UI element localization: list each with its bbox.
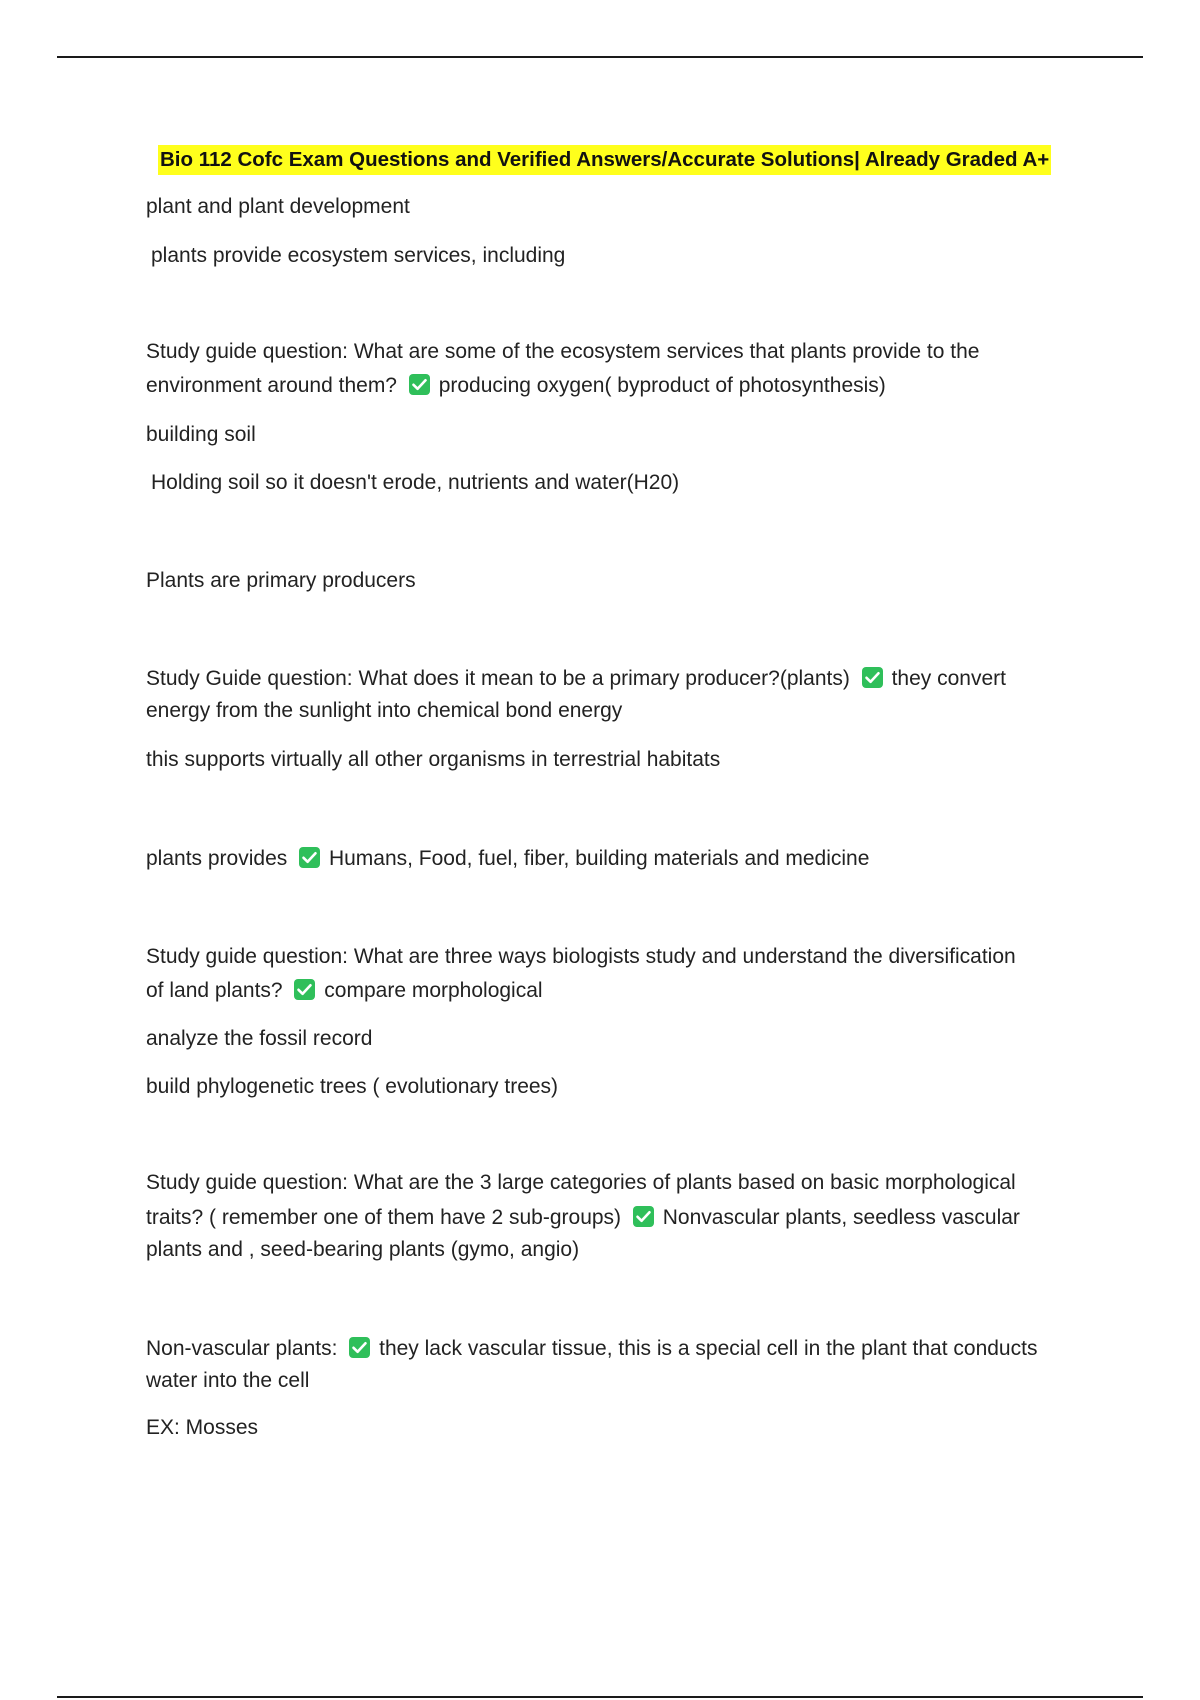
text-line: build phylogenetic trees ( evolutionary trees) [146, 1075, 559, 1098]
check-mark-icon [409, 374, 430, 395]
answer-text: they lack vascular tissue, this is a special cell in the plant that conducts [379, 1337, 1038, 1360]
text-line: this supports virtually all other organisms in terrestrial habitats [146, 748, 721, 771]
question-text: plants provides [146, 847, 288, 870]
question-line [146, 372, 886, 400]
document-title: Bio 112 Cofc Exam Questions and Verified Answers/Accurate Solutions| Already Graded A+ [158, 145, 1051, 175]
question-line: Study guide question: What are three ways biologists study and understand the diversification [146, 945, 1016, 968]
question-line [146, 977, 543, 1005]
answer-text: Nonvascular plants, seedless vascular [662, 1206, 1020, 1229]
check-mark-icon [299, 847, 320, 868]
answer-line: plants and , seed-bearing plants (gymo, angio) [146, 1238, 580, 1261]
question-line [146, 1335, 1037, 1363]
answer-text: compare morphological [324, 979, 543, 1002]
text-line: plant and plant development [146, 195, 410, 218]
footer-rule [57, 1696, 1143, 1698]
question-text: Study Guide question: What does it mean to be a primary producer?(plants) [146, 667, 850, 690]
question-text: Non-vascular plants: [146, 1337, 338, 1360]
question-line: Study guide question: What are some of the ecosystem services that plants provide to the [146, 340, 980, 363]
question-text: of land plants? [146, 979, 283, 1002]
question-line: Study guide question: What are the 3 large categories of plants based on basic morphological [146, 1171, 1016, 1194]
check-mark-icon [349, 1337, 370, 1358]
question-line [146, 1204, 1020, 1232]
text-line: plants provide ecosystem services, including [151, 244, 566, 267]
text-line: analyze the fossil record [146, 1027, 373, 1050]
check-mark-icon [294, 979, 315, 1000]
question-line [146, 845, 869, 873]
text-line: EX: Mosses [146, 1416, 259, 1439]
answer-text: they convert [891, 667, 1006, 690]
answer-text: Humans, Food, fuel, fiber, building materials and medicine [328, 847, 870, 870]
question-line [146, 665, 1006, 693]
text-line: building soil [146, 423, 256, 446]
header-rule [57, 56, 1143, 58]
check-mark-icon [862, 667, 883, 688]
text-line: Holding soil so it doesn't erode, nutrients and water(H20) [151, 471, 680, 494]
answer-line: energy from the sunlight into chemical bond energy [146, 699, 623, 722]
answer-text: producing oxygen( byproduct of photosynthesis) [438, 374, 886, 397]
question-text: traits? ( remember one of them have 2 sub-groups) [146, 1206, 622, 1229]
text-line: Plants are primary producers [146, 569, 416, 592]
question-text: environment around them? [146, 374, 397, 397]
answer-line: water into the cell [146, 1369, 310, 1392]
check-mark-icon [633, 1206, 654, 1227]
